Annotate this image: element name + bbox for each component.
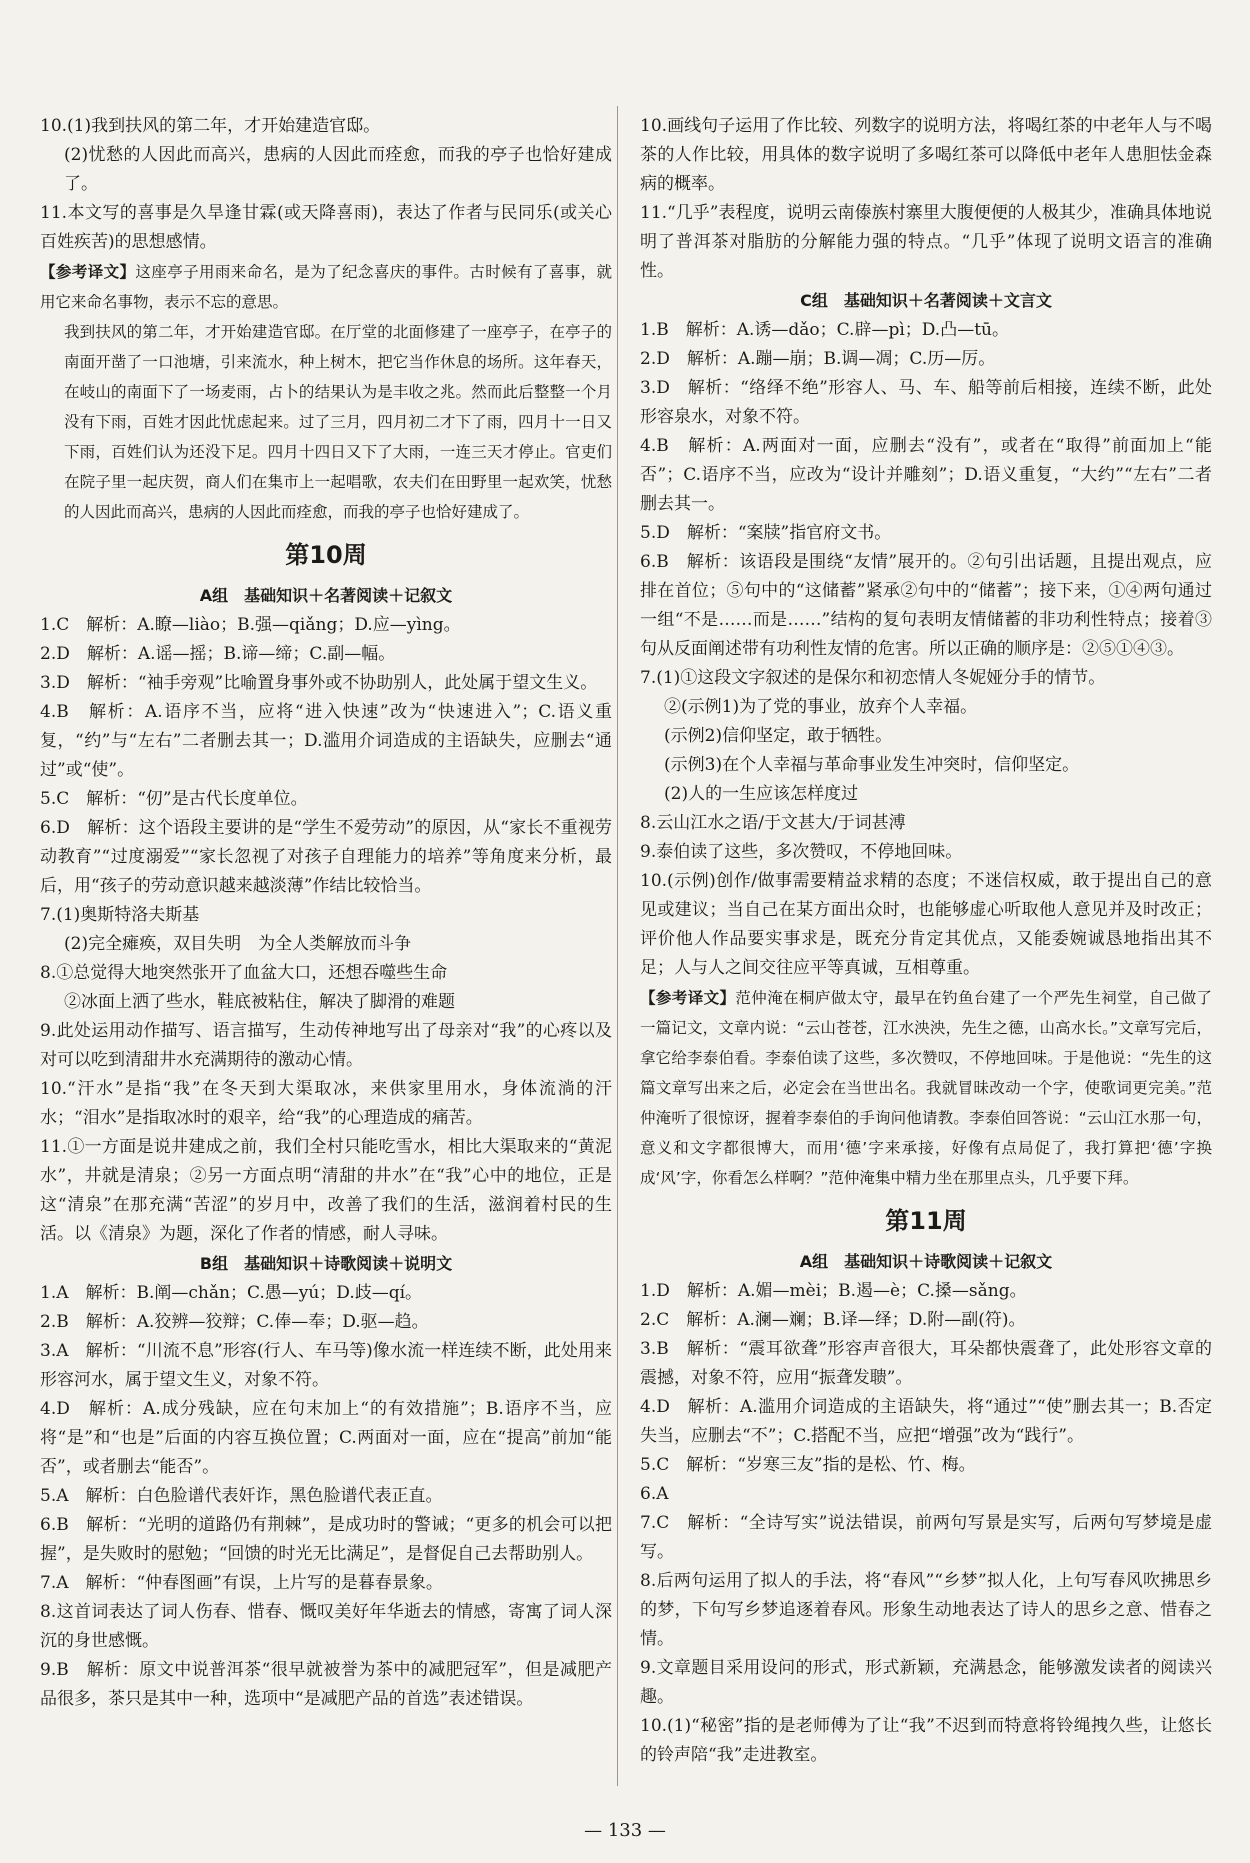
answer-line: 8.①总觉得大地突然张开了血盆大口，还想吞噬些生命 — [40, 963, 448, 983]
answer-line: 11.“几乎”表程度，说明云南傣族村寨里大腹便便的人极其少，准确具体地说明了普洱茶对脂肪的分解能力强的特点。“几乎”体现了说明文语言的准确性。 — [640, 203, 1212, 281]
answer-line: 10.(1)我到扶风的第二年，才开始建造官邸。 — [40, 116, 381, 136]
answer-line: 8.后两句运用了拟人的手法，将“春风”“乡梦”拟人化，上句写春风吹拂思乡的梦，下句写乡梦追逐着春风。形象生动地表达了诗人的思乡之意、惜春之情。 — [640, 1571, 1212, 1649]
week-11-heading: 第11周 — [885, 1207, 967, 1235]
answer-line: (2)完全瘫痪，双目失明 为全人类解放而斗争 — [64, 934, 412, 954]
group-a-heading: A组 基础知识＋名著阅读＋记叙文 — [199, 586, 453, 605]
translation-tag: 【参考译文】 — [640, 989, 736, 1007]
group-b-heading: B组 基础知识＋诗歌阅读＋说明文 — [199, 1254, 453, 1273]
answer-line: 1.C 解析：A.瞭—liào；B.强—qiǎng；D.应—yìng。 — [40, 615, 461, 635]
answer-line: 1.A 解析：B.阐—chǎn；C.愚—yú；D.歧—qí。 — [40, 1283, 423, 1303]
group-b-answers-cont — [640, 112, 1212, 286]
answer-line: 5.C 解析：“仞”是古代长度单位。 — [40, 789, 308, 809]
translation-tag: 【参考译文】 — [40, 263, 136, 281]
group-c-answers — [640, 316, 1212, 983]
answer-line: 4.D 解析：A.滥用介词造成的主语缺失，将“通过”“使”删去其一；B.否定失当，应删去“不”；C.搭配不当，应把“增强”改为“践行”。 — [640, 1397, 1212, 1446]
answer-line: 9.文章题目采用设问的形式，形式新颖，充满悬念，能够激发读者的阅读兴趣。 — [640, 1658, 1212, 1707]
answer-line: 3.D 解析：“袖手旁观”比喻置身事外或不协助别人，此处属于望文生义。 — [40, 673, 598, 693]
left-column — [40, 112, 612, 1714]
answer-line: 2.D 解析：A.蹦—崩；B.调—凋；C.历—厉。 — [640, 349, 996, 369]
week-10-heading: 第10周 — [285, 541, 367, 569]
answer-line: 3.D 解析：“络绎不绝”形容人、马、车、船等前后相接，连续不断，此处形容泉水，对象不符。 — [640, 378, 1212, 427]
answer-line: 7.C 解析：“全诗写实”说法错误，前两句写景是实写，后两句写梦境是虚写。 — [640, 1513, 1212, 1562]
answer-line: ②(示例1)为了党的事业，放弃个人幸福。 — [664, 697, 978, 717]
translation-text: 范仲淹在桐庐做太守，最早在钓鱼台建了一个严先生祠堂，自己做了一篇记文，文章内说：“云山苍苍，江水泱泱，先生之德，山高水长。”文章写完后，拿它给李泰伯看。李泰伯读了这些，多次赞叹，不停地回味。于是他说：“先生的这篇文章写出来之后，必定会在当世出名。我就冒昧改动一个字，使歌词更完美。”范仲淹听了很惊讶，握着李泰伯的手询问他请教。李泰伯回答说：“云山江水那一句，意义和文字都很博大，而用‘德’字来承接，好像有点局促了，我打算把‘德’字换成‘风’字，你看怎么样啊？”范仲淹集中精力坐在那里点头，几乎要下拜。 — [640, 989, 1212, 1187]
right-column — [640, 112, 1212, 1770]
answer-line: 1.D 解析：A.媚—mèi；B.遏—è；C.搡—sǎng。 — [640, 1281, 1027, 1301]
answer-line: 5.A 解析：白色脸谱代表奸诈，黑色脸谱代表正直。 — [40, 1486, 443, 1506]
reference-translation-2 — [640, 983, 1212, 1193]
column-divider — [617, 106, 618, 1786]
answer-line: 7.(1)奥斯特洛夫斯基 — [40, 905, 200, 925]
group-a-heading-week11: A组 基础知识＋诗歌阅读＋记叙文 — [799, 1252, 1053, 1271]
answer-line: 5.C 解析：“岁寒三友”指的是松、竹、梅。 — [640, 1455, 976, 1475]
answer-line: 8.云山江水之语/于文甚大/于词甚溥 — [640, 813, 906, 833]
answer-line: 10.(1)“秘密”指的是老师傅为了让“我”不迟到而特意将铃绳拽久些，让悠长的铃声陪“我”走进教室。 — [640, 1716, 1212, 1765]
answer-line: (示例3)在个人幸福与革命事业发生冲突时，信仰坚定。 — [664, 755, 1080, 775]
answer-line: 6.B 解析：该语段是围绕“友情”展开的。②句引出话题，且提出观点，应排在首位；⑤句中的“这储蓄”紧承②句中的“储蓄”；接下来，①④两句通过一组“不是……而是……”结构的复句表明友情储蓄的非功利性特点；接着③句从反面阐述带有功利性友情的危害。所以正确的顺序是：②⑤①④③。 — [640, 552, 1212, 659]
answer-line: (示例2)信仰坚定，敢于牺牲。 — [664, 726, 893, 746]
answer-line: 9.B 解析：原文中说普洱茶“很早就被誉为茶中的减肥冠军”，但是减肥产品很多，茶只是其中一种，选项中“是减肥产品的首选”表述错误。 — [40, 1660, 612, 1709]
translation-text: 这座亭子用雨来命名，是为了纪念喜庆的事件。古时候有了喜事，就用它来命名事物，表示不忘的意思。 — [40, 263, 612, 311]
answer-line: 3.B 解析：“震耳欲聋”形容声音很大，耳朵都快震聋了，此处形容文章的震撼，对象不符，应用“振聋发聩”。 — [640, 1339, 1212, 1388]
answer-line: 3.A 解析：“川流不息”形容(行人、车马等)像水流一样连续不断，此处用来形容河水，属于望文生义，对象不符。 — [40, 1341, 612, 1390]
page-number: — 133 — — [584, 1820, 666, 1841]
answer-line: 10.画线句子运用了作比较、列数字的说明方法，将喝红茶的中老年人与不喝茶的人作比较，用具体的数字说明了多喝红茶可以降低中老年人患胆怯金森病的概率。 — [640, 116, 1212, 194]
answer-line: 6.A — [640, 1484, 669, 1504]
group-c-heading: C组 基础知识＋名著阅读＋文言文 — [800, 291, 1052, 310]
answer-line: 7.A 解析：“仲春图画”有误，上片写的是暮春景象。 — [40, 1573, 443, 1593]
answer-line: 4.B 解析：A.两面对一面，应删去“没有”，或者在“取得”前面加上“能否”；C.语序不当，应改为“设计并雕刻”；D.语义重复，“大约”“左右”二者删去其一。 — [640, 436, 1212, 514]
answer-line: 11.①一方面是说井建成之前，我们全村只能吃雪水，相比大渠取来的“黄泥水”，井就是清泉；②另一方面点明“清甜的井水”在“我”心中的地位，正是这“清泉”在那充满“苦涩”的岁月中，改善了我们的生活，滋润着村民的生活。以《清泉》为题，深化了作者的情感，耐人寻味。 — [40, 1137, 612, 1244]
answer-line: 6.D 解析：这个语段主要讲的是“学生不爱劳动”的原因，从“家长不重视劳动教育”“过度溺爱”“家长忽视了对孩子自理能力的培养”等角度来分析，最后，用“孩子的劳动意识越来越淡薄”作结比较恰当。 — [40, 818, 612, 896]
answer-line: 10.(示例)创作/做事需要精益求精的态度；不迷信权威，敢于提出自己的意见或建议；当自己在某方面出众时，也能够虚心听取他人意见并及时改正；评价他人作品要实事求是，既充分肯定其优点，又能委婉诚恳地指出其不足；人与人之间交往应平等真诚，互相尊重。 — [640, 871, 1212, 978]
group-b-answers — [40, 1279, 612, 1714]
answer-line: ②冰面上洒了些水，鞋底被粘住，解决了脚滑的难题 — [64, 992, 455, 1012]
reference-translation-1-p2: 我到扶风的第二年，才开始建造官邸。在厅堂的北面修建了一座亭子，在亭子的南面开凿了一口池塘，引来流水，种上树木，把它当作休息的场所。这年春天，在岐山的南面下了一场麦雨，占卜的结果认为是丰收之兆。然而此后整整一个月没有下雨，百姓才因此忧虑起来。过了三月，四月初二才下了雨，四月十一日又下雨，百姓们认为还没下足。四月十四日又下了大雨，一连三天才停止。官吏们在院子里一起庆贺，商人们在集市上一起唱歌，农夫们在田野里一起欢笑，忧愁的人因此而高兴，患病的人因此而痊愈，而我的亭子也恰好建成了。 — [64, 323, 612, 521]
answer-line: 5.D 解析：“案牍”指官府文书。 — [640, 523, 892, 543]
left-answers-week9 — [40, 112, 612, 257]
answer-line: 10.“汗水”是指“我”在冬天到大渠取冰，来供家里用水，身体流淌的汗水；“泪水”是指取冰时的艰辛，给“我”的心理造成的痛苦。 — [40, 1079, 612, 1128]
answer-line: 11.本文写的喜事是久旱逢甘霖(或天降喜雨)，表达了作者与民同乐(或关心百姓疾苦)的思想感情。 — [40, 203, 612, 252]
reference-translation-1 — [40, 257, 612, 317]
answer-line: 2.C 解析：A.澜—斓；B.译—绎；D.附—副(符)。 — [640, 1310, 1026, 1330]
answer-line: 9.泰伯读了这些，多次赞叹，不停地回味。 — [640, 842, 963, 862]
answer-line: (2)人的一生应该怎样度过 — [664, 784, 859, 804]
answer-line: 7.(1)①这段文字叙述的是保尔和初恋情人冬妮娅分手的情节。 — [640, 668, 1106, 688]
week11-group-a-answers — [640, 1277, 1212, 1770]
answer-line: (2)忧愁的人因此而高兴，患病的人因此而痊愈，而我的亭子也恰好建成了。 — [64, 145, 612, 194]
answer-line: 4.B 解析：A.语序不当，应将“进入快速”改为“快速进入”；C.语义重复，“约”与“左右”二者删去其一；D.滥用介词造成的主语缺失，应删去“通过”或“使”。 — [40, 702, 612, 780]
answer-line: 2.D 解析：A.谣—摇；B.谛—缔；C.副—幅。 — [40, 644, 396, 664]
answer-line: 4.D 解析：A.成分残缺，应在句末加上“的有效措施”；B.语序不当，应将“是”和“也是”后面的内容互换位置；C.两面对一面，应在“提高”前加“能否”，或者删去“能否”。 — [40, 1399, 612, 1477]
answer-line: 2.B 解析：A.狡辨—狡辩；C.俸—奉；D.驱—趋。 — [40, 1312, 429, 1332]
answer-line: 6.B 解析：“光明的道路仍有荆棘”，是成功时的警诫；“更多的机会可以把握”，是失败时的慰勉；“回馈的时光无比满足”，是督促自己去帮助别人。 — [40, 1515, 612, 1564]
answer-line: 8.这首词表达了词人伤春、惜春、慨叹美好年华逝去的情感，寄寓了词人深沉的身世感慨。 — [40, 1602, 612, 1651]
group-a-answers — [40, 611, 612, 1249]
answer-line: 9.此处运用动作描写、语言描写，生动传神地写出了母亲对“我”的心疼以及对可以吃到清甜井水充满期待的激动心情。 — [40, 1021, 612, 1070]
answer-line: 1.B 解析：A.诱—dǎo；C.辟—pì；D.凸—tū。 — [640, 320, 1009, 340]
